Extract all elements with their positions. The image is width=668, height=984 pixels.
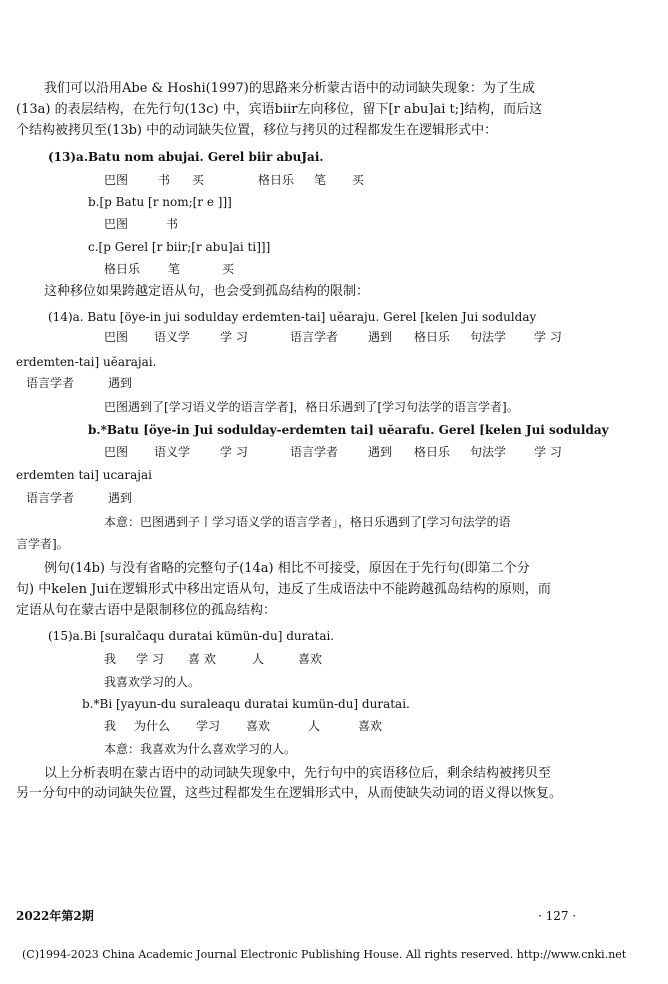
gloss-word: 巴图 [104,173,129,187]
gloss-word: 人 [308,719,321,733]
ex14b-gloss [104,443,562,461]
ex15a-translation: 我喜欢学习的人。 [104,675,201,689]
sentence-intro: 这种移位如果跨越定语从句，也会受到孤岛结构的限制： [44,284,370,299]
gloss-word: 语言学者 [26,491,75,505]
para3-line1: 以上分析表明在蒙古语中的动词缺失现象中，先行句中的宾语移位后，剩余结构被拷贝至 [44,766,552,781]
gloss-word: 遇到 [368,330,393,344]
gloss-word: 我 [104,652,117,666]
gloss-word: 语言学者 [26,376,75,390]
gloss-word: 巴图 [104,330,129,344]
gloss-word: 喜 欢 [188,652,216,666]
para1-line2: (13a) 的表层结构，在先行句(13c) 中，宾语biir左向移位，留下[r abu]ai t;]结构，而后这 [16,102,543,117]
ex15a-gloss [104,650,322,668]
ex15b-gloss [104,717,382,735]
gloss-word: 学 习 [534,330,562,344]
gloss-word: 遇到 [368,445,393,459]
gloss-word: 学习 [196,719,221,733]
gloss-word: 格日乐 [414,445,451,459]
ex14a-translation: 巴图遇到了[学习语义学的语言学者]，格日乐遇到了[学习句法学的语言学者]。 [104,400,519,414]
copyright-line: (C)1994-2023 China Academic Journal Electronic Publishing House. All rights reserved. http://www.cnki.net [22,948,627,961]
gloss-word: 格日乐 [414,330,451,344]
gloss-word: 书 [166,217,179,231]
para2-line2: 句) 中kelen Jui在逻辑形式中移出定语从句，违反了生成语法中不能跨越孤岛结构的原则，而 [16,582,551,597]
gloss-word: 学 习 [534,445,562,459]
gloss-word: 语言学者 [290,330,339,344]
gloss-word: 语言学者 [290,445,339,459]
gloss-word: 笔 [314,173,327,187]
gloss-word: 语义学 [154,445,191,459]
ex15b-line: b.*Bi [yayun-du suraleaqu duratai kumün-du] duratai. [82,697,410,711]
ex14a-cont-gloss [26,374,132,392]
para1-line3: 个结构被拷贝至(13b) 中的动词缺失位置，移位与拷贝的过程都发生在逻辑形式中： [16,123,498,138]
ex14a-gloss [104,328,562,346]
gloss-word: 买 [222,262,235,276]
ex13b-gloss [104,215,178,233]
gloss-word: 笔 [168,262,181,276]
gloss-word: 买 [192,173,205,187]
ex15a-line: (15)a.Bi [suralčaqu duratai kümün-du] duratai. [48,629,335,643]
ex13c-line: c.[p Gerel [r biir;[r abu]ai ti]]] [88,240,271,254]
ex15b-translation: 本意：我喜欢为什么喜欢学习的人。 [104,742,297,756]
ex13b-line: b.[p Batu [r nom;[r e ]]] [88,195,232,209]
gloss-word: 买 [352,173,365,187]
journal-issue: 2022年第2期 [16,909,94,923]
ex13a-gloss [104,171,364,189]
ex14a-line: (14)a. Batu [öye-in jui sodulday erdemten-tai] uĕaraju. Gerel [kelen Jui sodulday [48,310,537,324]
gloss-word: 遇到 [108,491,133,505]
gloss-word: 格日乐 [104,262,141,276]
gloss-word: 为什么 [134,719,171,733]
gloss-word: 学 习 [136,652,164,666]
ex13a-line: (13)a.Batu nom abujai. Gerel biir abuJai. [48,150,324,164]
page-number: · 127 · [538,909,577,923]
gloss-word: 遇到 [108,376,133,390]
gloss-word: 学 习 [220,330,248,344]
ex14a-continuation: erdemten-tai] uĕarajai. [16,355,157,369]
gloss-word: 语义学 [154,330,191,344]
gloss-word: 人 [252,652,265,666]
ex13c-gloss [104,260,234,278]
para3-line2: 另一分句中的动词缺失位置，这些过程都发生在逻辑形式中，从而使缺失动词的语义得以恢复。 [16,786,563,801]
ex14b-translation-line2: 言学者]。 [16,537,69,551]
ex14b-cont-gloss [26,489,132,507]
para2-line3: 定语从句在蒙古语中是限制移位的孤岛结构： [16,603,277,618]
gloss-word: 我 [104,719,117,733]
gloss-word: 巴图 [104,445,129,459]
gloss-word: 喜欢 [298,652,323,666]
gloss-word: 学 习 [220,445,248,459]
gloss-word: 喜欢 [246,719,271,733]
ex14b-line: b.*Batu [öye-in Jui sodulday-erdemten tai] uĕarafu. Gerel [kelen Jui sodulday [88,423,609,437]
gloss-word: 句法学 [470,445,507,459]
ex14b-continuation: erdemten tai] ucarajai [16,468,152,482]
gloss-word: 书 [158,173,171,187]
gloss-word: 格日乐 [258,173,295,187]
gloss-word: 喜欢 [358,719,383,733]
gloss-word: 巴图 [104,217,129,231]
gloss-word: 句法学 [470,330,507,344]
para1-line1: 我们可以沿用Abe & Hoshi(1997)的思路来分析蒙古语中的动词缺失现象：为了生成 [44,81,535,96]
ex14b-translation-line1: 本意：巴图遇到子丨学习语义学的语言学者」，格日乐遇到了[学习句法学的语 [104,515,511,529]
para2-line1: 例句(14b) 与没有省略的完整句子(14a) 相比不可接受，原因在于先行句(即第二个分 [44,561,530,576]
